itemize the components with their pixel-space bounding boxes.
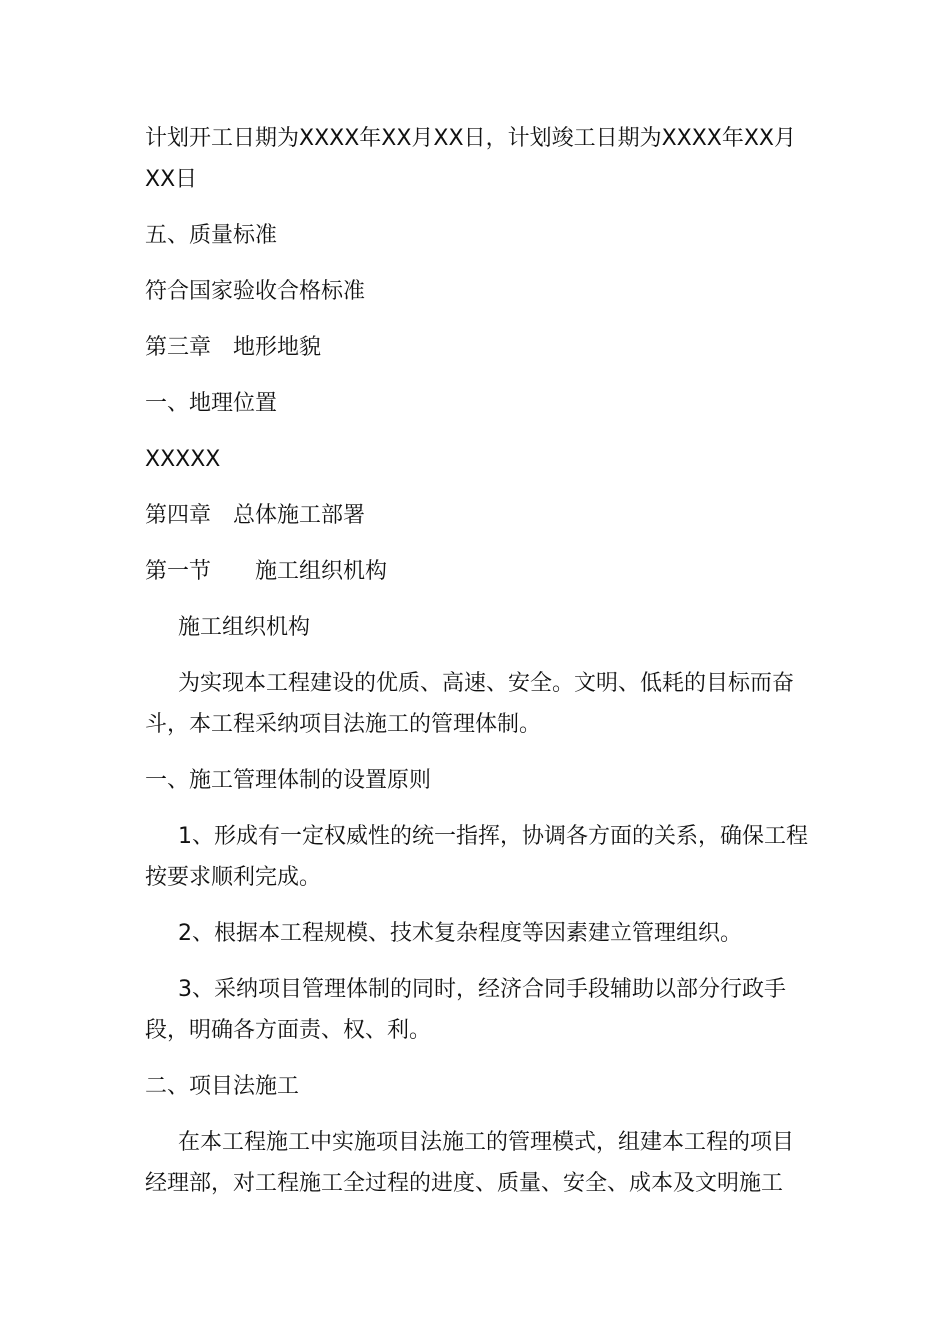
subheading-organization: 施工组织机构	[178, 615, 311, 640]
heading-geographic-location: 一、地理位置	[145, 391, 278, 416]
chapter-three-heading: 第三章 地形地貌	[145, 335, 322, 360]
principle-item-1: 1、形成有一定权威性的统一指挥，协调各方面的关系，确保工程按要求顺利完成。	[145, 824, 808, 890]
document-body	[145, 118, 810, 1219]
project-method-paragraph: 在本工程施工中实施项目法施工的管理模式，组建本工程的项目经理部，对工程施工全过程的进度、质量、安全、成本及文明施工	[145, 1130, 795, 1196]
quality-standard-text: 符合国家验收合格标准	[145, 279, 366, 304]
schedule-paragraph: 计划开工日期为XXXX年XX月XX日，计划竣工日期为XXXX年XX月XX日	[145, 126, 796, 192]
section-number: 第一节	[145, 559, 212, 584]
heading-quality-standard: 五、质量标准	[145, 223, 278, 248]
principle-item-3: 3、采纳项目管理体制的同时，经济合同手段辅助以部分行政手段，明确各方面责、权、利。	[145, 977, 786, 1043]
section-one-heading	[145, 551, 810, 592]
geographic-location-text: XXXXX	[145, 447, 221, 472]
heading-project-method: 二、项目法施工	[145, 1074, 300, 1099]
heading-setup-principles: 一、施工管理体制的设置原则	[145, 768, 432, 793]
section-title: 施工组织机构	[255, 559, 388, 584]
chapter-four-heading: 第四章 总体施工部署	[145, 503, 366, 528]
principle-item-2: 2、根据本工程规模、技术复杂程度等因素建立管理组织。	[178, 921, 742, 946]
organization-goal-paragraph: 为实现本工程建设的优质、高速、安全。文明、低耗的目标而奋斗，本工程采纳项目法施工的管理体制。	[145, 671, 795, 737]
